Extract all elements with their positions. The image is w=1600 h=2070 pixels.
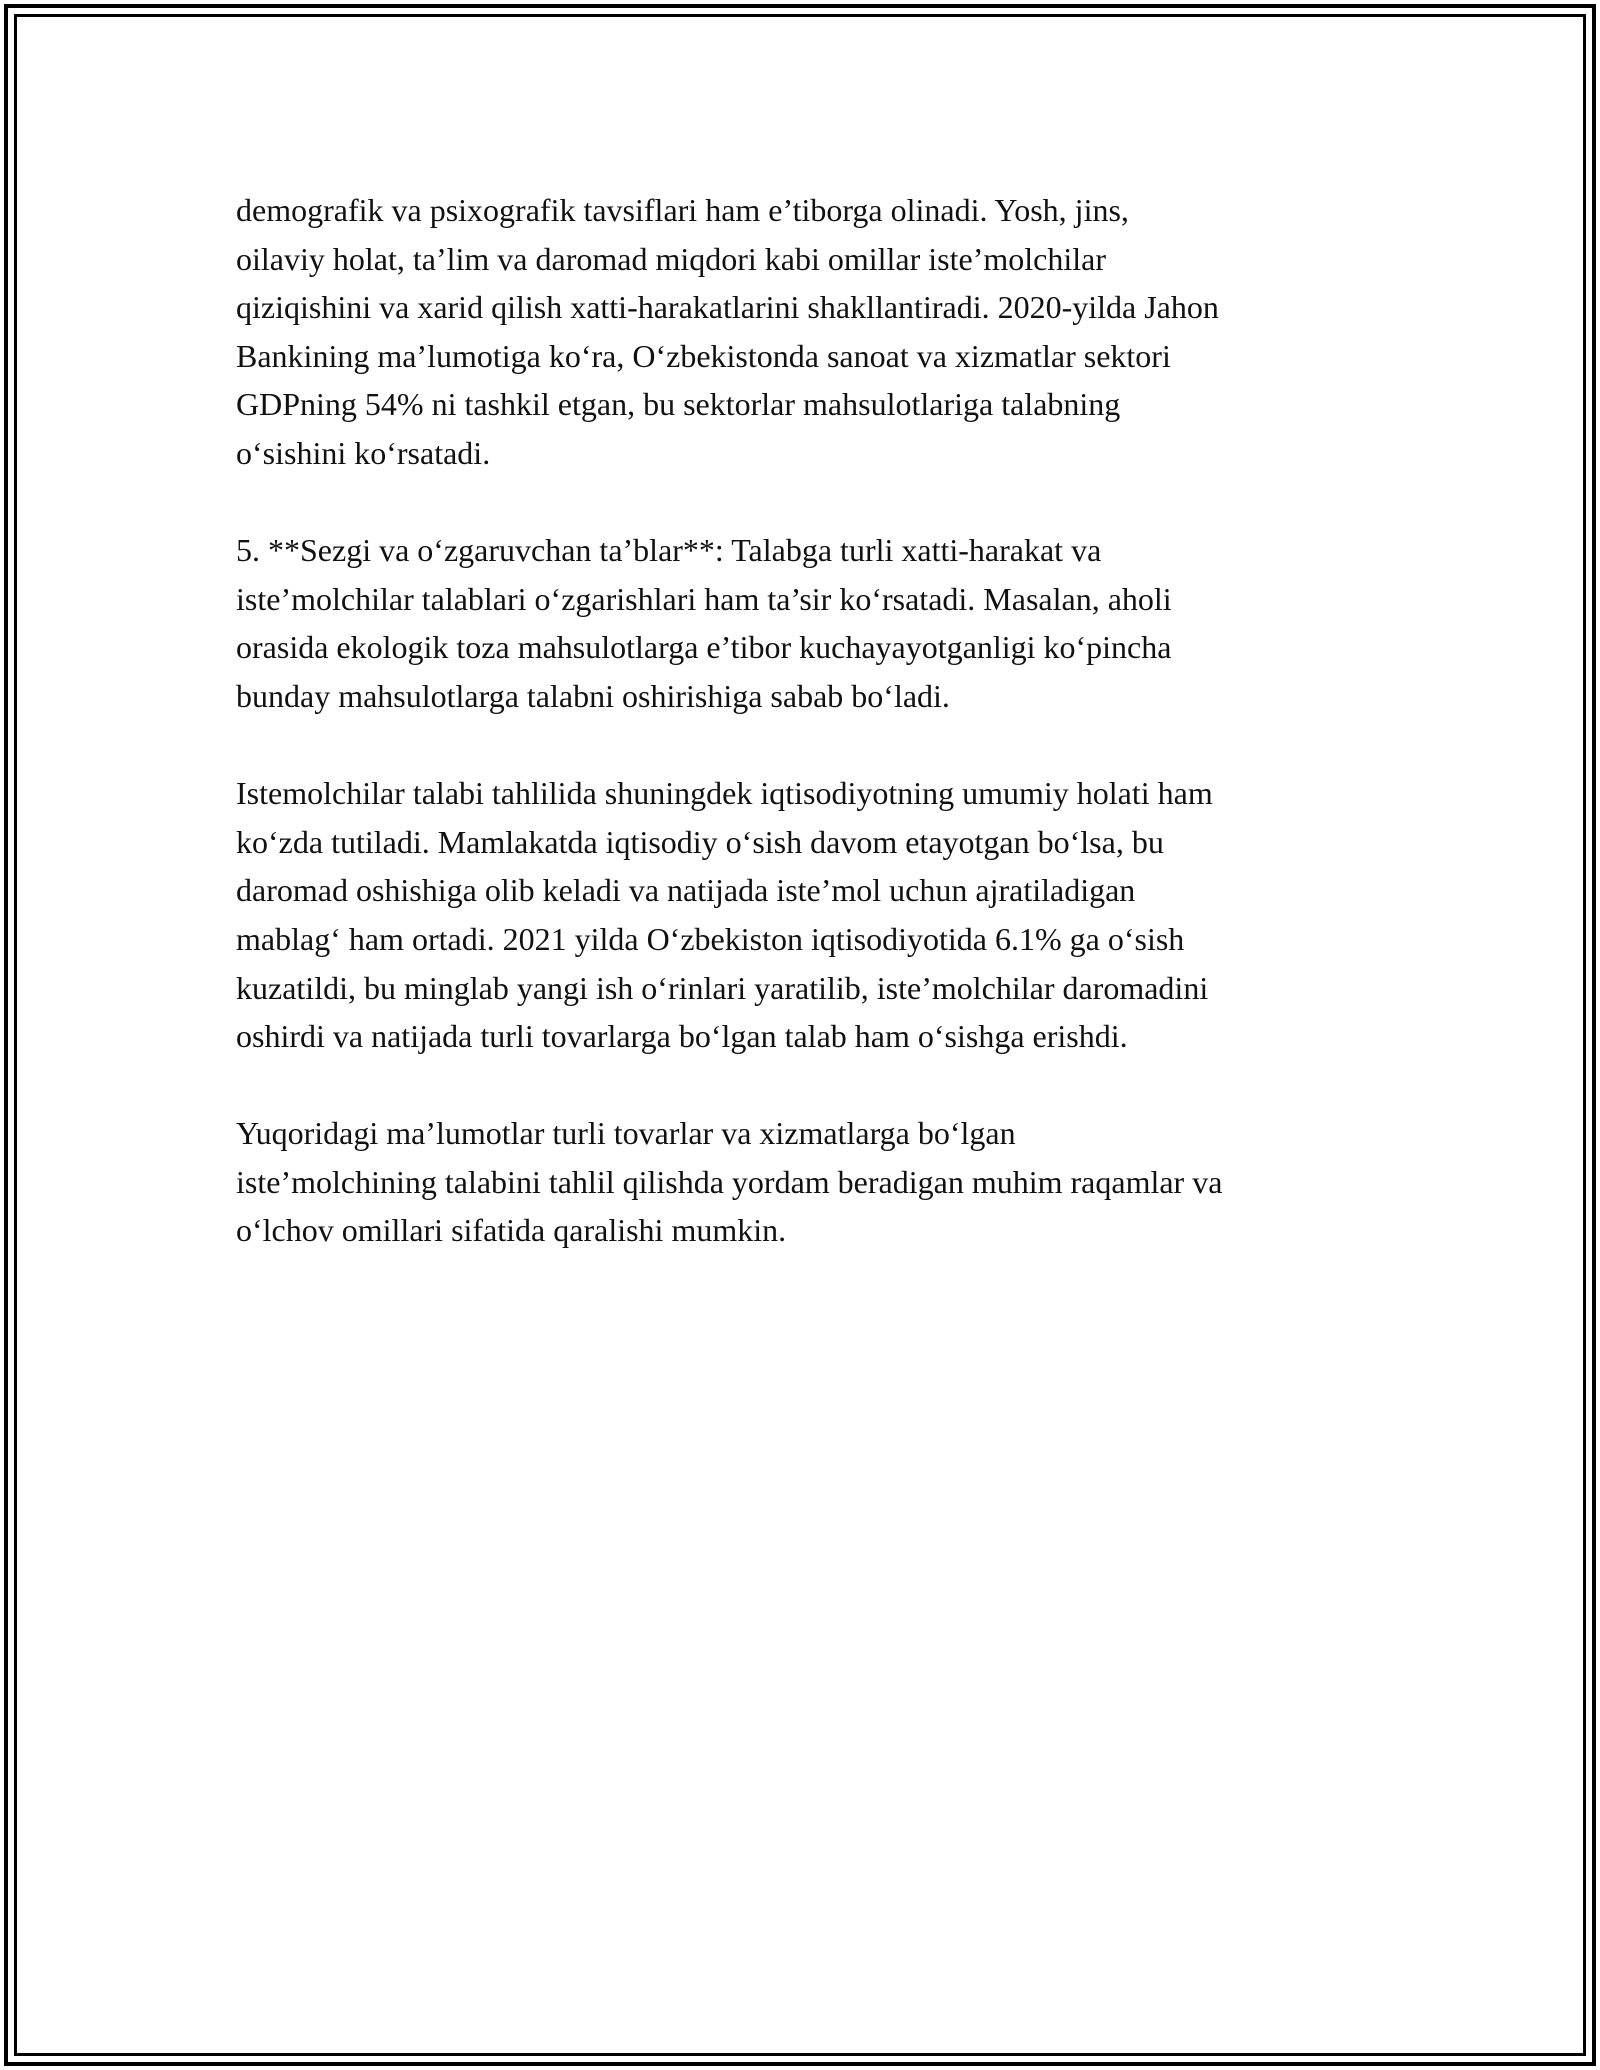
paragraph-demographics: demografik va psixografik tavsiflari ham e’tiborga olinadi. Yosh, jins, oilaviy holat, ta’lim va daromad miqdori kabi omillar iste’molchilar qiziqishini va xarid qilish xatti-harakatlarini shakllantiradi. 2020-yilda Jahon Bankining ma’lumotiga ko‘ra, O‘zbekistonda sanoat va xizmatlar sektori GDPning 54% ni tashkil etgan, bu sektorlar mahsulotlariga talabning o‘sishini ko‘rsatadi. <box>236 192 1219 471</box>
paragraph-tastes: 5. **Sezgi va o‘zgaruvchan ta’blar**: Talabga turli xatti-harakat va iste’molchilar talablari o‘zgarishlari ham ta’sir ko‘rsatadi. Masalan, aholi orasida ekologik toza mahsulotlarga e’tibor kuchayayotganligi ko‘pincha bunday mahsulotlarga talabni oshirishiga sabab bo‘ladi. <box>236 532 1172 714</box>
paragraph-economy: Istemolchilar talabi tahlilida shuningdek iqtisodiyotning umumiy holati ham ko‘zda tutiladi. Mamlakatda iqtisodiy o‘sish davom etayotgan bo‘lsa, bu daromad oshishiga olib keladi va natijada iste’mol uchun ajratiladigan mablag‘ ham ortadi. 2021 yilda O‘zbekiston iqtisodiyotida 6.1% ga o‘sish kuzatildi, bu minglab yangi ish o‘rinlari yaratilib, iste’molchilar daromadini oshirdi va natijada turli tovarlarga bo‘lgan talab ham o‘sishga erishdi. <box>236 775 1213 1055</box>
paragraph-conclusion: Yuqoridagi ma’lumotlar turli tovarlar va xizmatlarga bo‘lgan iste’molchining talabini tahlil qilishda yordam beradigan muhim raqamlar va o‘lchov omillari sifatida qaralishi mumkin. <box>236 1115 1223 1249</box>
document-body <box>236 186 1396 1304</box>
